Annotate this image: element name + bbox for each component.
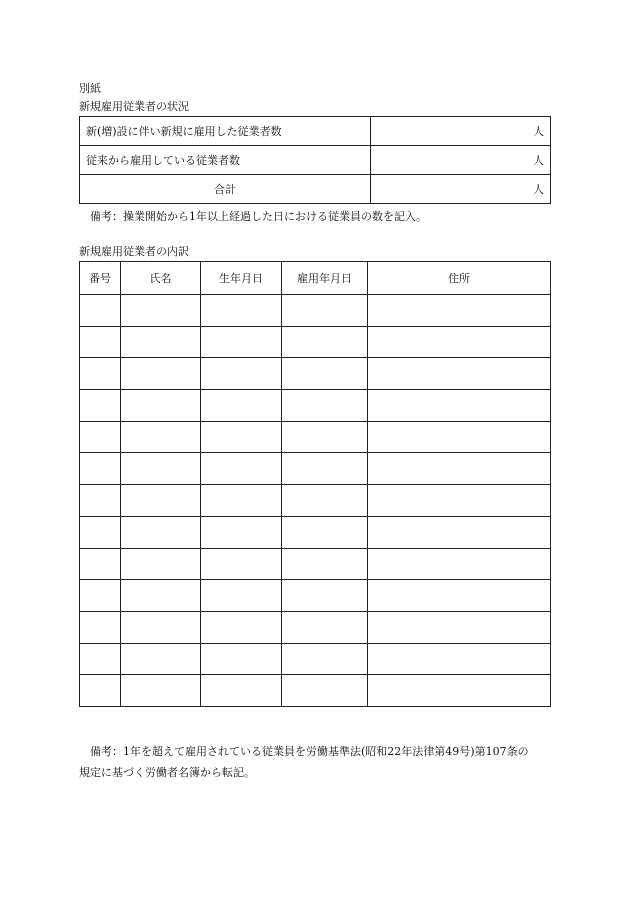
hire-date-cell[interactable] <box>282 611 368 643</box>
table-row <box>80 580 551 612</box>
column-header-address: 住所 <box>368 262 551 295</box>
detail-note-line1: 備考：1年を超えて雇用されている従業員を労働基準法(昭和22年法律第49号)第107条の <box>90 745 529 758</box>
table-row <box>80 611 551 643</box>
table-row <box>80 175 551 204</box>
address-cell[interactable] <box>368 675 551 707</box>
birthdate-cell[interactable] <box>201 516 282 548</box>
name-cell[interactable] <box>121 421 201 453</box>
table-row <box>80 117 551 146</box>
address-cell[interactable] <box>368 485 551 517</box>
hire-date-cell[interactable] <box>282 358 368 390</box>
name-cell[interactable] <box>121 675 201 707</box>
detail-table-body <box>80 295 551 707</box>
column-header-birthdate: 生年月日 <box>201 262 282 295</box>
number-cell[interactable] <box>80 675 121 707</box>
summary-note: 備考：操業開始から1年以上経過した日における従業員の数を記入。 <box>90 210 427 223</box>
address-cell[interactable] <box>368 295 551 327</box>
number-cell[interactable] <box>80 358 121 390</box>
address-cell[interactable] <box>368 453 551 485</box>
table-row <box>80 146 551 175</box>
summary-row-label: 従来から雇用している従業者数 <box>80 146 371 175</box>
table-row <box>80 421 551 453</box>
birthdate-cell[interactable] <box>201 358 282 390</box>
hire-date-cell[interactable] <box>282 516 368 548</box>
number-cell[interactable] <box>80 390 121 422</box>
birthdate-cell[interactable] <box>201 611 282 643</box>
table-row <box>80 453 551 485</box>
hire-date-cell[interactable] <box>282 675 368 707</box>
address-cell[interactable] <box>368 580 551 612</box>
birthdate-cell[interactable] <box>201 548 282 580</box>
address-cell[interactable] <box>368 643 551 675</box>
address-cell[interactable] <box>368 326 551 358</box>
birthdate-cell[interactable] <box>201 485 282 517</box>
table-row <box>80 326 551 358</box>
summary-row-unit[interactable]: 人 <box>371 117 551 146</box>
number-cell[interactable] <box>80 611 121 643</box>
number-cell[interactable] <box>80 643 121 675</box>
summary-total-unit[interactable]: 人 <box>371 175 551 204</box>
name-cell[interactable] <box>121 580 201 612</box>
birthdate-cell[interactable] <box>201 453 282 485</box>
address-cell[interactable] <box>368 390 551 422</box>
number-cell[interactable] <box>80 421 121 453</box>
hire-date-cell[interactable] <box>282 295 368 327</box>
table-row <box>80 643 551 675</box>
name-cell[interactable] <box>121 611 201 643</box>
attachment-label: 別紙 <box>79 82 101 95</box>
detail-heading: 新規雇用従業者の内訳 <box>79 245 189 258</box>
name-cell[interactable] <box>121 548 201 580</box>
address-cell[interactable] <box>368 548 551 580</box>
number-cell[interactable] <box>80 548 121 580</box>
detail-note-line2: 規定に基づく労働者名簿から転記。 <box>79 766 255 779</box>
summary-row-label: 新(増)設に伴い新規に雇用した従業者数 <box>80 117 371 146</box>
hire-date-cell[interactable] <box>282 390 368 422</box>
birthdate-cell[interactable] <box>201 643 282 675</box>
name-cell[interactable] <box>121 295 201 327</box>
table-row <box>80 485 551 517</box>
number-cell[interactable] <box>80 453 121 485</box>
summary-total-label: 合計 <box>80 175 371 204</box>
column-header-name: 氏名 <box>121 262 201 295</box>
hire-date-cell[interactable] <box>282 643 368 675</box>
name-cell[interactable] <box>121 326 201 358</box>
table-row <box>80 548 551 580</box>
table-row <box>80 358 551 390</box>
birthdate-cell[interactable] <box>201 326 282 358</box>
summary-row-unit[interactable]: 人 <box>371 146 551 175</box>
name-cell[interactable] <box>121 516 201 548</box>
hire-date-cell[interactable] <box>282 548 368 580</box>
hire-date-cell[interactable] <box>282 485 368 517</box>
birthdate-cell[interactable] <box>201 675 282 707</box>
table-row <box>80 675 551 707</box>
address-cell[interactable] <box>368 421 551 453</box>
name-cell[interactable] <box>121 358 201 390</box>
name-cell[interactable] <box>121 390 201 422</box>
name-cell[interactable] <box>121 643 201 675</box>
table-header-row <box>80 262 551 295</box>
number-cell[interactable] <box>80 485 121 517</box>
table-row <box>80 516 551 548</box>
hire-date-cell[interactable] <box>282 580 368 612</box>
column-header-number: 番号 <box>80 262 121 295</box>
name-cell[interactable] <box>121 453 201 485</box>
birthdate-cell[interactable] <box>201 390 282 422</box>
number-cell[interactable] <box>80 295 121 327</box>
summary-heading: 新規雇用従業者の状況 <box>79 100 189 113</box>
number-cell[interactable] <box>80 580 121 612</box>
summary-table <box>79 116 551 204</box>
address-cell[interactable] <box>368 611 551 643</box>
birthdate-cell[interactable] <box>201 421 282 453</box>
column-header-hire-date: 雇用年月日 <box>282 262 368 295</box>
hire-date-cell[interactable] <box>282 326 368 358</box>
detail-table <box>79 261 551 707</box>
number-cell[interactable] <box>80 516 121 548</box>
hire-date-cell[interactable] <box>282 453 368 485</box>
number-cell[interactable] <box>80 326 121 358</box>
table-row <box>80 295 551 327</box>
birthdate-cell[interactable] <box>201 295 282 327</box>
hire-date-cell[interactable] <box>282 421 368 453</box>
address-cell[interactable] <box>368 358 551 390</box>
birthdate-cell[interactable] <box>201 580 282 612</box>
table-row <box>80 390 551 422</box>
address-cell[interactable] <box>368 516 551 548</box>
name-cell[interactable] <box>121 485 201 517</box>
